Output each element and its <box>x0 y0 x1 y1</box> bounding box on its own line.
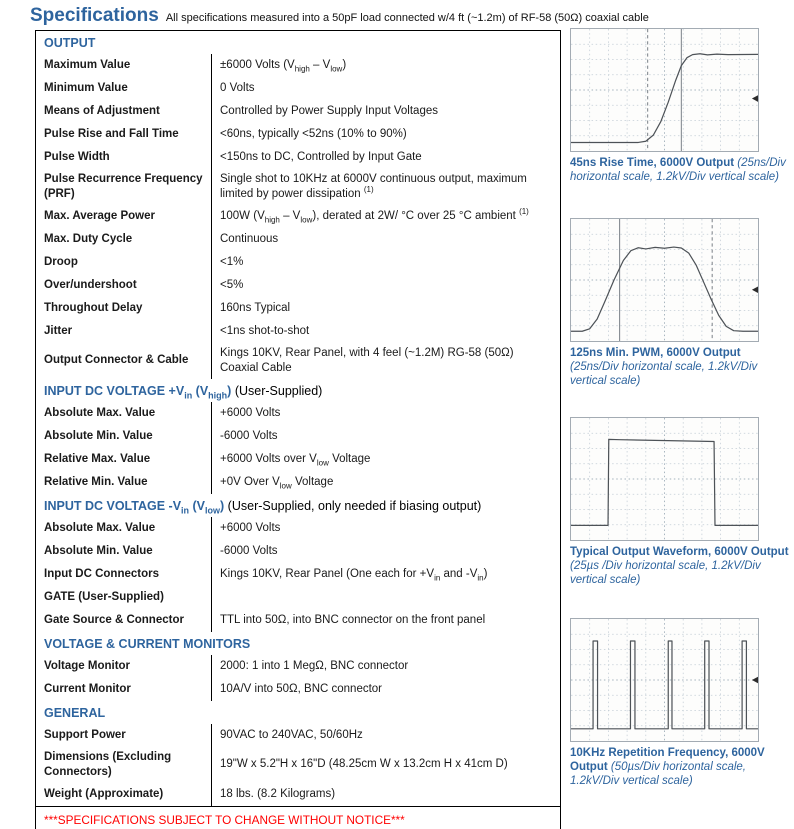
section-title: INPUT DC VOLTAGE $+V_{in}$ $(V_{high})$ <box>44 383 232 401</box>
spec-row <box>36 655 560 678</box>
spec-row <box>36 100 560 123</box>
scope-screenshot-rise-time <box>570 28 759 152</box>
spec-value-cell <box>212 402 560 425</box>
section-suffix: (User-Supplied) <box>231 383 323 398</box>
spec-row <box>36 123 560 146</box>
spec-value-text: ±6000 Volts $(V_{high} - V_{low})$ <box>220 59 347 74</box>
spec-row <box>36 274 560 297</box>
spec-label-cell: Means of Adjustment <box>36 100 212 123</box>
spec-label-cell: Max. Average Power <box>36 205 212 228</box>
spec-value-text: 10A/V into 50Ω, BNC connector <box>220 682 383 695</box>
spec-label-cell: Gate Source & Connector <box>36 609 212 632</box>
spec-value-text: 100W $(V_{high} - V_{low})$, derated at 2W/ °C over 25 °C ambient $^{(1)}$ <box>220 207 529 225</box>
section-suffix: (User-Supplied, only needed if biasing output) <box>224 498 482 513</box>
spec-value-cell <box>212 343 560 379</box>
spec-value-cell <box>212 586 560 609</box>
section-header <box>36 31 560 54</box>
spec-value-cell <box>212 123 560 146</box>
figure-caption-title: Typical Output Waveform, 6000V Output <box>570 546 789 558</box>
spec-value-text: -6000 Volts <box>220 544 278 557</box>
section-title: OUTPUT <box>44 36 96 50</box>
spec-value-cell <box>212 251 560 274</box>
section-header <box>36 701 560 724</box>
scope-screenshot-repetition-frequency <box>570 618 759 742</box>
spec-row <box>36 77 560 100</box>
spec-value-text: -6000 Volts <box>220 429 278 442</box>
section-header <box>36 632 560 655</box>
spec-label-cell: Absolute Min. Value <box>36 540 212 563</box>
spec-value-text: +6000 Volts <box>220 406 281 419</box>
scope-screenshot-min-pwm <box>570 218 759 342</box>
spec-label-cell: Over/undershoot <box>36 274 212 297</box>
spec-label-cell: Max. Duty Cycle <box>36 228 212 251</box>
figure-caption <box>570 346 792 388</box>
spec-row <box>36 448 560 471</box>
spec-label-cell: Relative Max. Value <box>36 448 212 471</box>
spec-value-cell <box>212 228 560 251</box>
spec-row <box>36 297 560 320</box>
spec-table <box>35 30 561 829</box>
spec-row <box>36 146 560 169</box>
spec-row <box>36 678 560 701</box>
spec-row <box>36 205 560 228</box>
spec-row <box>36 517 560 540</box>
spec-row <box>36 783 560 806</box>
spec-value-text: 160ns Typical <box>220 301 291 314</box>
spec-value-text: Kings 10KV, Rear Panel, with 4 feel (~1.2M) RG-58 (50Ω) Coaxial Cable <box>220 346 514 374</box>
spec-label-cell: Dimensions (Excluding Connectors) <box>36 747 212 783</box>
spec-value-text: 2000: 1 into 1 MegΩ, BNC connector <box>220 659 409 672</box>
spec-value-text: TTL into 50Ω, into BNC connector on the front panel <box>220 613 486 626</box>
spec-label-cell: Absolute Min. Value <box>36 425 212 448</box>
spec-value-cell <box>212 77 560 100</box>
spec-value-cell <box>212 540 560 563</box>
spec-label-cell: Droop <box>36 251 212 274</box>
spec-value-cell <box>212 448 560 471</box>
figure-caption-title: 10KHz Repetition Frequency, 6000V Output <box>570 747 765 774</box>
spec-value-text: 18 lbs. (8.2 Kilograms) <box>220 787 336 800</box>
section-title: VOLTAGE & CURRENT MONITORS <box>44 636 251 651</box>
figure-repetition-frequency <box>570 618 792 788</box>
figure-caption-title: 125ns Min. PWM, 6000V Output <box>570 347 741 359</box>
spec-value-cell <box>212 747 560 783</box>
spec-row <box>36 586 560 609</box>
spec-value-cell <box>212 783 560 806</box>
spec-value-text: <60ns, typically <52ns (10% to 90%) <box>220 128 407 141</box>
spec-row <box>36 471 560 494</box>
figure-caption-scale: (25ns/Div horizontal scale, 1.2kV/Div vertical scale) <box>570 361 758 388</box>
spec-label-cell: Minimum Value <box>36 77 212 100</box>
spec-row <box>36 609 560 632</box>
figure-caption <box>570 746 792 788</box>
spec-row <box>36 425 560 448</box>
scope-screenshot-typical-output <box>570 417 759 541</box>
change-notice: ***SPECIFICATIONS SUBJECT TO CHANGE WITHOUT NOTICE*** <box>36 806 560 829</box>
spec-value-cell <box>212 563 560 586</box>
spec-label-cell: Voltage Monitor <box>36 655 212 678</box>
figure-rise-time <box>570 28 792 184</box>
spec-label-cell: Pulse Recurrence Frequency (PRF) <box>36 169 212 205</box>
spec-row <box>36 724 560 747</box>
spec-value-cell <box>212 425 560 448</box>
spec-value-text: +6000 Volts over $V_{low}$ Voltage <box>220 452 371 468</box>
spec-value-text: +0V Over $V_{low}$ Voltage <box>220 475 334 491</box>
spec-label-cell: Support Power <box>36 724 212 747</box>
figure-caption <box>570 545 792 587</box>
spec-label-cell: Current Monitor <box>36 678 212 701</box>
spec-value-cell <box>212 320 560 343</box>
spec-value-cell <box>212 655 560 678</box>
spec-value-cell <box>212 724 560 747</box>
spec-value-text: Controlled by Power Supply Input Voltages <box>220 105 438 118</box>
spec-value-text: Kings 10KV, Rear Panel (One each for $+V_{in}$ and $-V_{in}$) <box>220 567 488 583</box>
spec-label-cell: Absolute Max. Value <box>36 402 212 425</box>
spec-value-cell <box>212 471 560 494</box>
spec-label-cell: Pulse Width <box>36 146 212 169</box>
spec-label-cell: Pulse Rise and Fall Time <box>36 123 212 146</box>
spec-value-cell <box>212 297 560 320</box>
spec-row <box>36 747 560 783</box>
figure-caption-scale: (25ns/Div horizontal scale, 1.2kV/Div vertical scale) <box>570 157 786 184</box>
section-title: INPUT DC VOLTAGE $-V_{in}$ $(V_{low})$ <box>44 498 225 516</box>
spec-value-text: <5% <box>220 278 244 291</box>
spec-label-cell: Output Connector & Cable <box>36 343 212 379</box>
section-title: GENERAL <box>44 705 106 720</box>
page-subtitle: All specifications measured into a 50pF load connected w/4 ft (~1.2m) of RF-58 (50Ω) coaxial cable <box>165 12 649 24</box>
spec-label-cell: Throughout Delay <box>36 297 212 320</box>
spec-value-text: 19"W x 5.2"H x 16"D (48.25cm W x 13.2cm H x 41cm D) <box>220 758 508 771</box>
page-header <box>30 5 649 27</box>
spec-value-cell <box>212 678 560 701</box>
spec-value-text: <1ns shot-to-shot <box>220 324 310 337</box>
spec-label-cell: Jitter <box>36 320 212 343</box>
spec-value-cell <box>212 100 560 123</box>
figure-min-pwm <box>570 218 792 388</box>
spec-row <box>36 343 560 379</box>
spec-label-cell: Weight (Approximate) <box>36 783 212 806</box>
figure-caption-scale: (25µs /Div horizontal scale, 1.2kV/Div vertical scale) <box>570 560 761 587</box>
spec-label-cell: Relative Min. Value <box>36 471 212 494</box>
spec-value-text: +6000 Volts <box>220 521 281 534</box>
section-header <box>36 494 560 517</box>
figure-caption-title: 45ns Rise Time, 6000V Output <box>570 157 735 169</box>
spec-label-cell: Maximum Value <box>36 54 212 77</box>
spec-value-text: <1% <box>220 255 244 268</box>
figure-caption <box>570 156 792 184</box>
spec-value-cell <box>212 146 560 169</box>
spec-value-text: Single shot to 10KHz at 6000V continuous output, maximum limited by power dissipation $^{(1)}$ <box>220 173 527 200</box>
spec-value-text: 90VAC to 240VAC, 50/60Hz <box>220 728 363 741</box>
spec-label-cell: Absolute Max. Value <box>36 517 212 540</box>
spec-value-text: Continuous <box>220 232 279 245</box>
spec-value-cell <box>212 517 560 540</box>
spec-label-cell: GATE (User-Supplied) <box>36 586 212 609</box>
spec-label-cell: Input DC Connectors <box>36 563 212 586</box>
spec-value-cell <box>212 609 560 632</box>
spec-value-text: 0 Volts <box>220 82 255 95</box>
spec-row <box>36 54 560 77</box>
spec-row <box>36 540 560 563</box>
spec-row <box>36 251 560 274</box>
spec-value-cell <box>212 205 560 228</box>
spec-row <box>36 563 560 586</box>
spec-row <box>36 402 560 425</box>
spec-row <box>36 228 560 251</box>
page-title: Specifications <box>30 5 159 26</box>
spec-value-cell <box>212 169 560 205</box>
spec-row <box>36 169 560 205</box>
spec-row <box>36 320 560 343</box>
spec-value-cell <box>212 54 560 77</box>
figure-typical-output <box>570 417 792 587</box>
section-header <box>36 379 560 402</box>
spec-value-text: <150ns to DC, Controlled by Input Gate <box>220 151 422 164</box>
figure-caption-scale: (50µs/Div horizontal scale, 1.2kV/Div vertical scale) <box>570 761 746 788</box>
spec-value-cell <box>212 274 560 297</box>
